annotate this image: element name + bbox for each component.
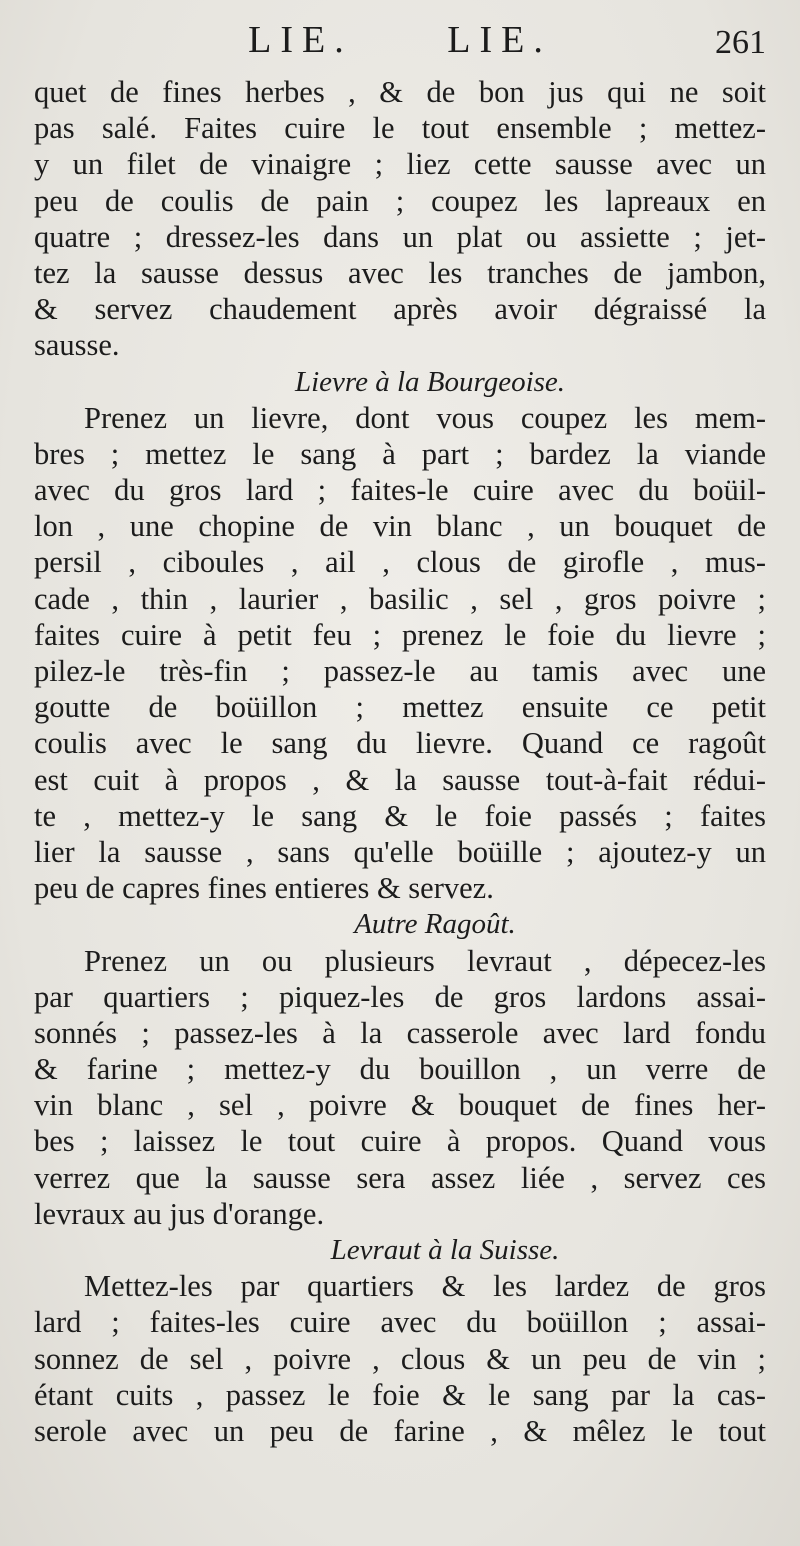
page-number: 261 (715, 24, 766, 61)
text-line: est cuit à propos , & la sausse tout-à-fait rédui- (34, 762, 766, 797)
text-line: bres ; mettez le sang à part ; bardez la viande (34, 436, 766, 471)
text-line: sonnez de sel , poivre , clous & un peu de vin ; (34, 1341, 766, 1376)
section-heading: Levraut à la Suisse. (330, 1234, 560, 1266)
running-head (34, 18, 766, 62)
running-head-left: LIE. (248, 19, 353, 61)
section-heading: Lievre à la Bourgeoise. (294, 365, 566, 398)
text-line: vin blanc , sel , poivre & bouquet de fines her- (34, 1088, 766, 1123)
text-line: lard ; faites-les cuire avec du boüillon ; assai- (34, 1305, 766, 1340)
text-line: avec du gros lard ; faites-le cuire avec du boüil- (34, 473, 766, 508)
page-header (34, 12, 766, 74)
text-line: par quartiers ; piquez-les de gros lardons assai- (34, 979, 766, 1014)
text-line: goutte de boüillon ; mettez ensuite ce petit (34, 690, 766, 725)
continued-paragraph (34, 74, 766, 364)
text-line: sausse. (34, 328, 120, 363)
text-line: Prenez un ou plusieurs levraut , dépecez-les (84, 943, 766, 978)
section-heading: Autre Ragoût. (354, 908, 516, 941)
text-line: te , mettez-y le sang & le foie passés ; faites (34, 798, 766, 833)
text-line: & farine ; mettez-y du bouillon , un verre de (34, 1052, 766, 1087)
running-head-right: LIE. (447, 19, 552, 61)
text-line: tez la sausse dessus avec les tranches de jambon, (34, 255, 766, 290)
recipe-lievre-bourgeoise (34, 364, 766, 907)
text-line: étant cuits , passez le foie & le sang par la cas- (34, 1377, 766, 1412)
text-line: peu de capres fines entieres & servez. (34, 871, 494, 906)
text-line: faites cuire à petit feu ; prenez le foie du lievre ; (34, 617, 766, 652)
text-line: Mettez-les par quartiers & les lardez de gros (84, 1269, 766, 1304)
recipe-autre-ragout (34, 906, 766, 1232)
text-line: lon , une chopine de vin blanc , un bouquet de (34, 509, 766, 544)
text-line: pas salé. Faites cuire le tout ensemble ; mettez- (34, 111, 766, 146)
text-line: peu de coulis de pain ; coupez les lapreaux en (34, 183, 766, 218)
text-line: bes ; laissez le tout cuire à propos. Quand vous (34, 1124, 766, 1159)
text-line: quatre ; dressez-les dans un plat ou assiette ; jet- (34, 219, 766, 254)
text-line: lier la sausse , sans qu'elle boüille ; ajoutez-y un (34, 834, 766, 869)
text-line: verrez que la sausse sera assez liée , servez ces (34, 1160, 766, 1195)
text-line: y un filet de vinaigre ; liez cette sausse avec un (34, 147, 766, 182)
text-line: pilez-le très-fin ; passez-le au tamis avec une (34, 654, 766, 688)
text-line: levraux au jus d'orange. (34, 1196, 325, 1231)
text-line: coulis avec le sang du lievre. Quand ce ragoût (34, 726, 766, 761)
text-line: Prenez un lievre, dont vous coupez les mem- (84, 400, 766, 435)
text-line: persil , ciboules , ail , clous de girofle , mus- (34, 545, 766, 580)
recipe-levraut-suisse (34, 1232, 766, 1449)
text-line: quet de fines herbes , & de bon jus qui ne soit (34, 75, 766, 109)
text-line: cade , thin , laurier , basilic , sel , gros poivre ; (34, 581, 766, 616)
text-line: serole avec un peu de farine , & mêlez le tout (34, 1413, 766, 1448)
text-line: & servez chaudement après avoir dégraissé la (34, 292, 766, 327)
text-line: sonnés ; passez-les à la casserole avec lard fondu (34, 1015, 766, 1050)
